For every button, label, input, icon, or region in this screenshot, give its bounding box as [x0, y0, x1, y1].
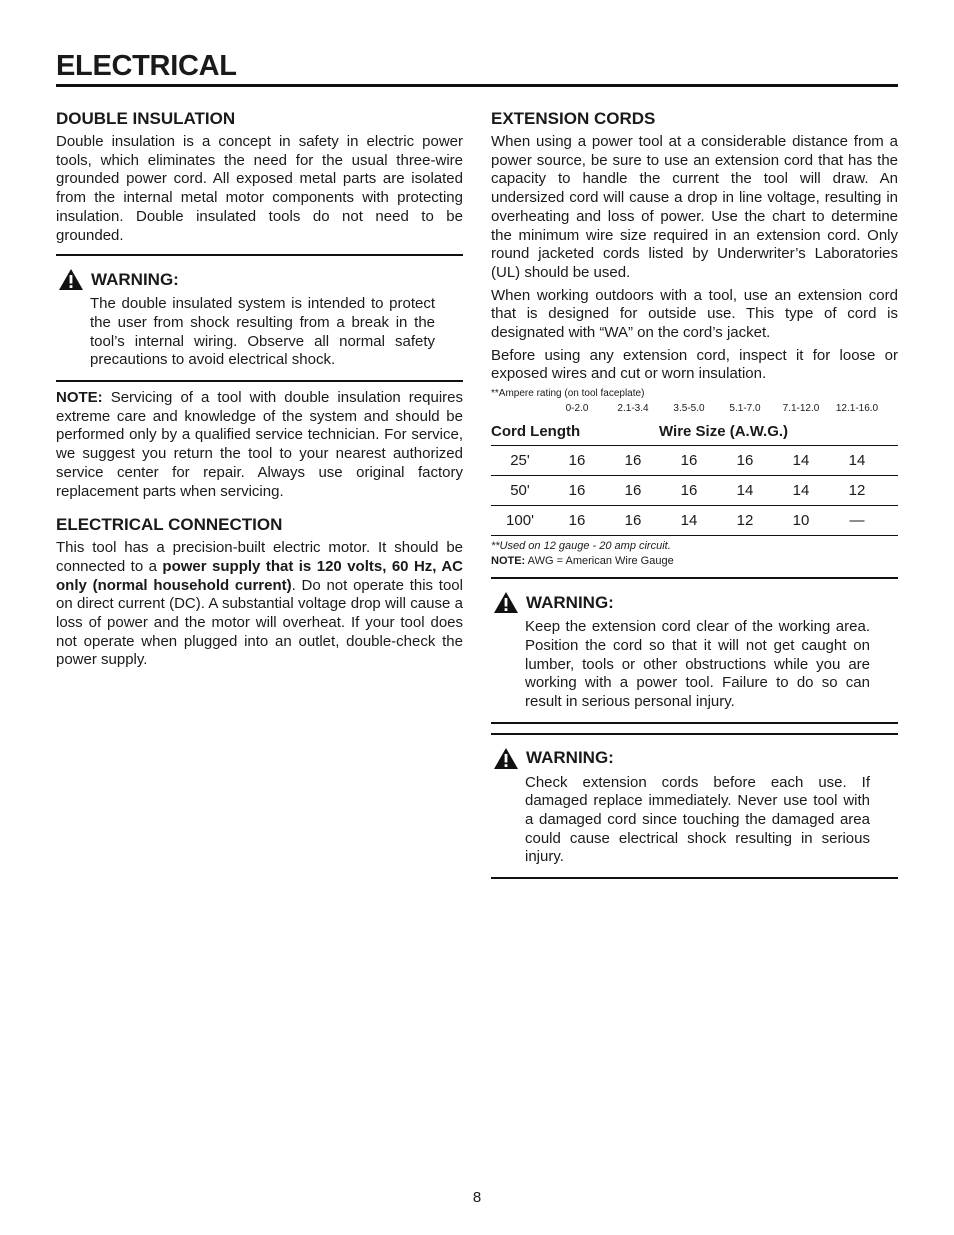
table-cell: 14	[680, 512, 698, 530]
table-cell: 14	[792, 452, 810, 470]
electrical-connection-text	[56, 539, 463, 670]
table-cell: 10	[792, 512, 810, 530]
table-row	[491, 446, 898, 476]
table-cell: 16	[568, 482, 586, 500]
table-cell: 16	[624, 482, 642, 500]
warning-text: Check extension cords before each use. If damaged replace immediately. Never use tool with a damaged cord since touching the damaged area could cause electrical shock resulting in serious injury.	[525, 773, 870, 866]
table-cell: 16	[568, 452, 586, 470]
wire-size-table	[491, 388, 898, 569]
service-note	[56, 389, 463, 501]
connection-text-part: . Do not operate this tool on direct current (DC). A substantial voltage drop will cause a loss of power and the motor will overheat. If your tool does not operate when plugged into an outlet, double-check the power supply.	[56, 576, 463, 669]
warning-label: WARNING:	[526, 748, 614, 768]
double-insulation-text: Double insulation is a concept in safety in electric power tools, which eliminates the need for the usual three-wire grounded power cord. All exposed metal parts are isolated from the internal metal motor components with protecting insulation. Double insulated tools do not need to be grounded.	[56, 133, 463, 244]
warning-triangle-icon	[58, 268, 84, 291]
table-footnotes	[491, 539, 898, 569]
ampere-range: 7.1-12.0	[782, 403, 820, 415]
warning-label: WARNING:	[91, 269, 179, 289]
table-cell: 12	[848, 482, 866, 500]
warning-triangle-icon	[493, 747, 519, 770]
extension-cords-para-1: When using a power tool at a considerable distance from a power source, be sure to use an extension cord that has the capacity to handle the current the tool will draw. An undersized cord will cause a drop in line voltage, resulting in overheating and loss of power. Use the chart to determine the minimum wire size required in an extension cord. Only round jacketed cords listed by Underwriter’s Laboratories (UL) should be used.	[491, 133, 898, 281]
note-text: Servicing of a tool with double insulation requires extreme care and knowledge of the system and should be performed only by a qualified service technician. For service, we suggest you return the tool to your nearest authorized service center for repair. Always use original factory replacement parts when servicing.	[56, 389, 463, 500]
extension-cords-heading: EXTENSION CORDS	[491, 109, 656, 128]
note-label: NOTE:	[56, 389, 103, 407]
warning-box	[56, 256, 463, 380]
ampere-range: 5.1-7.0	[729, 403, 761, 415]
warning-box	[491, 735, 898, 878]
table-cell: 16	[736, 452, 754, 470]
extension-cords-para-3: Before using any extension cord, inspect it for loose or exposed wires and cut or worn insulation.	[491, 346, 898, 383]
warning-label: WARNING:	[526, 592, 614, 612]
extension-cords-para-2: When working outdoors with a tool, use an extension cord that is designed for outside use. This type of cord is designated with “WA” on the cord’s jacket.	[491, 286, 898, 342]
table-cell: 14	[848, 452, 866, 470]
table-cell: 14	[736, 482, 754, 500]
table-cell: 16	[680, 452, 698, 470]
table-cell: —	[849, 512, 865, 530]
ampere-note: **Ampere rating (on tool faceplate)	[491, 388, 645, 400]
table-cell: 16	[680, 482, 698, 500]
gauge-footnote: **Used on 12 gauge - 20 amp circuit.	[491, 540, 671, 553]
page-number: 8	[472, 1189, 482, 1206]
table-cell: 14	[792, 482, 810, 500]
ampere-range: 12.1-16.0	[835, 403, 879, 415]
table-row	[491, 476, 898, 506]
ampere-range: 3.5-5.0	[673, 403, 705, 415]
warning-triangle-icon	[493, 591, 519, 614]
table-row	[491, 506, 898, 536]
ampere-range: 0-2.0	[565, 403, 589, 415]
connection-text-bold: power supply that is 120 volts, 60 Hz, AC only (normal household current)	[56, 557, 464, 594]
table-cell: 16	[624, 512, 642, 530]
warning-box	[491, 579, 898, 722]
connection-text-part: This tool has a precision-built electric motor. It should be connected to a	[56, 539, 463, 575]
right-column	[491, 109, 898, 879]
title-rule	[56, 84, 898, 87]
double-insulation-heading: DOUBLE INSULATION	[56, 109, 236, 128]
table-cell-length: 100'	[506, 512, 534, 530]
left-column	[56, 109, 463, 670]
cord-length-header: Cord Length	[491, 423, 581, 441]
wire-size-header: Wire Size (A.W.G.)	[659, 423, 789, 441]
awg-note-text: AWG = American Wire Gauge	[525, 555, 674, 568]
table-cell: 16	[624, 452, 642, 470]
warning-text: The double insulated system is intended to protect the user from shock resulting from a break in the tool’s internal wiring. Observe all normal safety precautions to avoid electrical shock.	[90, 295, 435, 369]
table-cell-length: 50'	[510, 482, 530, 500]
divider	[491, 877, 898, 879]
table-cell-length: 25'	[510, 452, 530, 470]
page-title: ELECTRICAL	[56, 50, 237, 82]
table-cell: 16	[568, 512, 586, 530]
table-header	[491, 417, 898, 446]
warning-text: Keep the extension cord clear of the working area. Position the cord so that it will not get caught on lumber, tools or other obstructions while you are working with a power tool. Failure to do so can result in serious personal injury.	[525, 618, 870, 710]
ampere-ranges	[491, 403, 898, 417]
ampere-range: 2.1-3.4	[617, 403, 649, 415]
electrical-connection-heading: ELECTRICAL CONNECTION	[56, 515, 283, 535]
table-cell: 12	[736, 512, 754, 530]
awg-note-label: NOTE:	[491, 555, 526, 568]
